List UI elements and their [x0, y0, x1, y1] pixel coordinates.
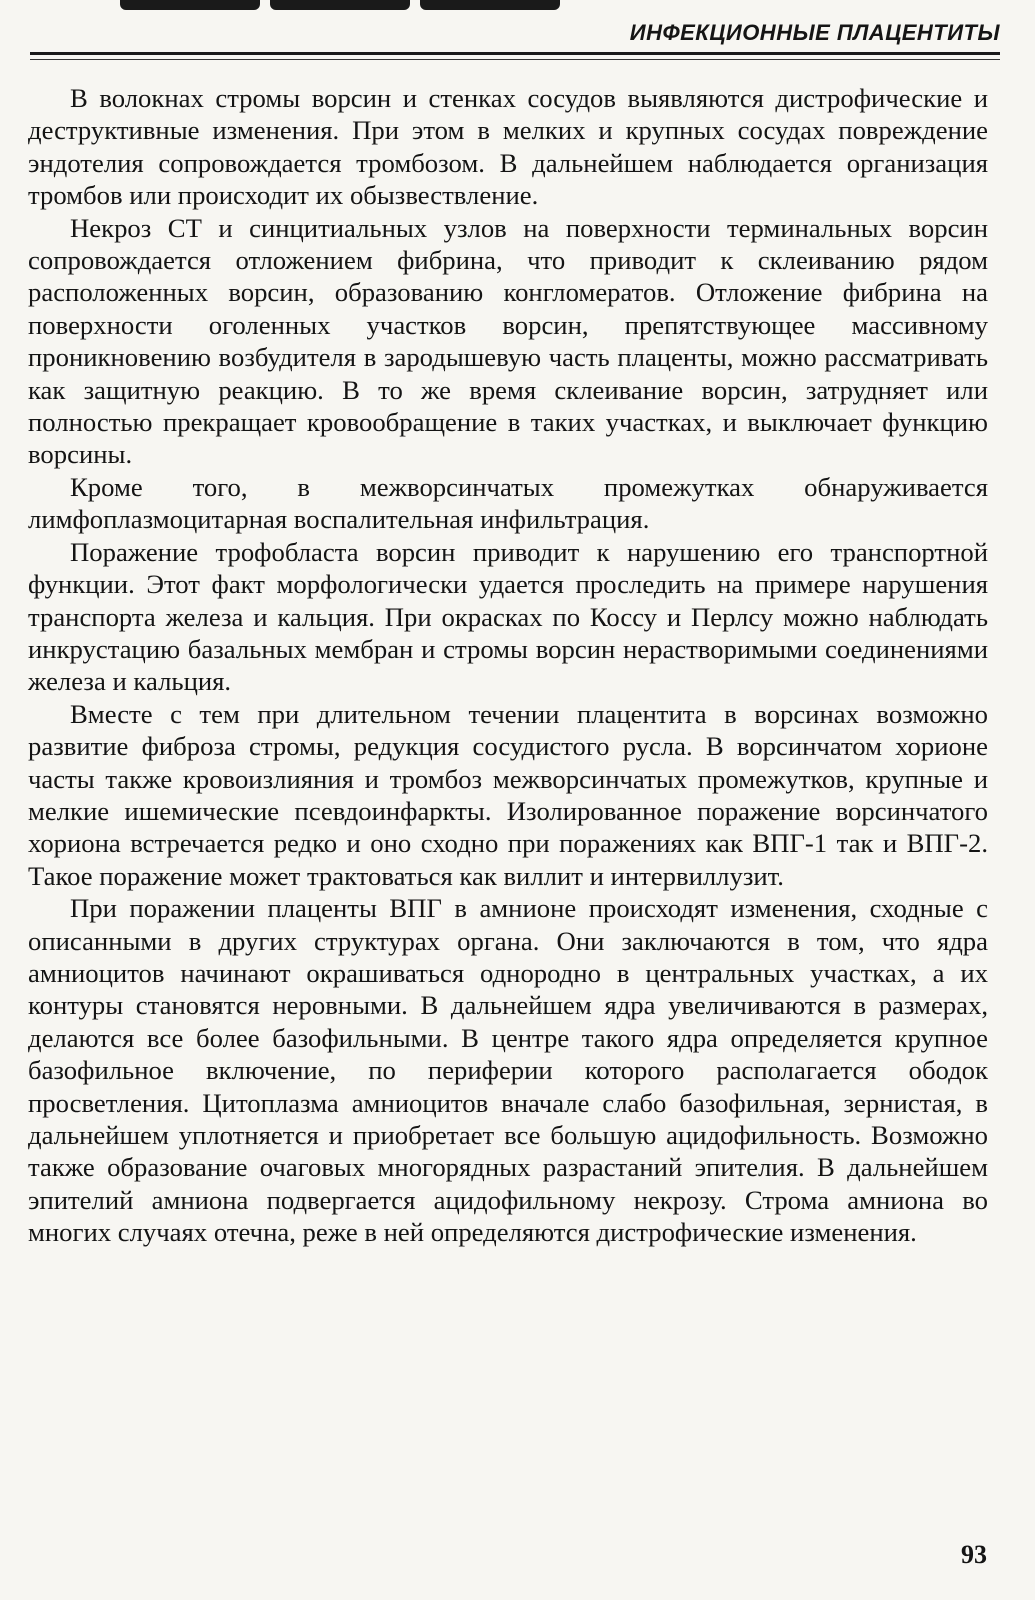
- paragraph: Вместе с тем при длительном течении плацентита в ворсинах возможно развитие фиброза стромы, редукция сосудистого русла. В ворсинчатом хорионе часты также кровоизлияния и тромбоз межворсинчатых промежутков, крупные и мелкие ишемические псевдоинфаркты. Изолированное поражение ворсинчатого хориона встречается редко и оно сходно при поражениях как ВПГ-1 так и ВПГ-2. Такое поражение может трактоваться как виллит и интервиллузит.: [28, 698, 988, 891]
- header-rule-thin: [30, 59, 1000, 60]
- paragraph: Кроме того, в межворсинчатых промежутках обнаруживается лимфоплазмоцитарная воспалительная инфильтрация.: [28, 471, 988, 535]
- page-number: 93: [961, 1540, 987, 1569]
- edge-mark: [120, 0, 260, 10]
- paragraph: В волокнах стромы ворсин и стенках сосудов выявляются дистрофические и деструктивные изменения. При этом в мелких и крупных сосудах повреждение эндотелия сопровождается тромбозом. В дальнейшем наблюдается организация тромбов или происходит их обызвествление.: [28, 83, 988, 211]
- running-head: ИНФЕКЦИОННЫЕ ПЛАЦЕНТИТЫ: [629, 20, 1000, 45]
- paragraph: При поражении плаценты ВПГ в амнионе происходят изменения, сходные с описанными в других структурах органа. Они заключаются в том, что ядра амниоцитов начинают окрашиваться однородно в центральных участках, а их контуры становятся неровными. В дальнейшем ядра увеличиваются в размерах, делаются все более базофильными. В центре такого ядра определяется крупное базофильное включение, по периферии которого располагается ободок просветления. Цитоплазма амниоцитов вначале слабо базофильная, зернистая, в дальнейшем уплотняется и приобретает все большую ацидофильность. Возможно также образование очаговых многорядных разрастаний эпителия. В дальнейшем эпителий амниона подвергается ацидофильному некрозу. Строма амниона во многих случаях отечна, реже в ней определяются дистрофические изменения.: [28, 893, 988, 1248]
- paragraph: Поражение трофобласта ворсин приводит к нарушению его транспортной функции. Этот факт морфологически удается проследить на примере нарушения транспорта железа и кальция. При окрасках по Коссу и Перлсу можно наблюдать инкрустацию базальных мембран и стромы ворсин нерастворимыми соединениями железа и кальция.: [28, 536, 988, 697]
- edge-mark: [420, 0, 560, 10]
- header-rule-thick: [30, 52, 1000, 55]
- paragraph: Некроз СТ и синцитиальных узлов на поверхности терминальных ворсин сопровождается отложением фибрина, что приводит к склеиванию рядом расположенных ворсин, образованию конгломератов. Отложение фибрина на поверхности оголенных участков ворсин, препятствующее массивному проникновению возбудителя в зародышевую часть плаценты, можно рассматривать как защитную реакцию. В то же время склеивание ворсин, затрудняет или полностью прекращает кровообращение в таких участках, и выключает функцию ворсины.: [28, 212, 988, 470]
- top-edge-marks: [120, 0, 560, 10]
- edge-mark: [270, 0, 410, 10]
- body-text: [28, 82, 988, 1249]
- page-header: [30, 18, 1000, 62]
